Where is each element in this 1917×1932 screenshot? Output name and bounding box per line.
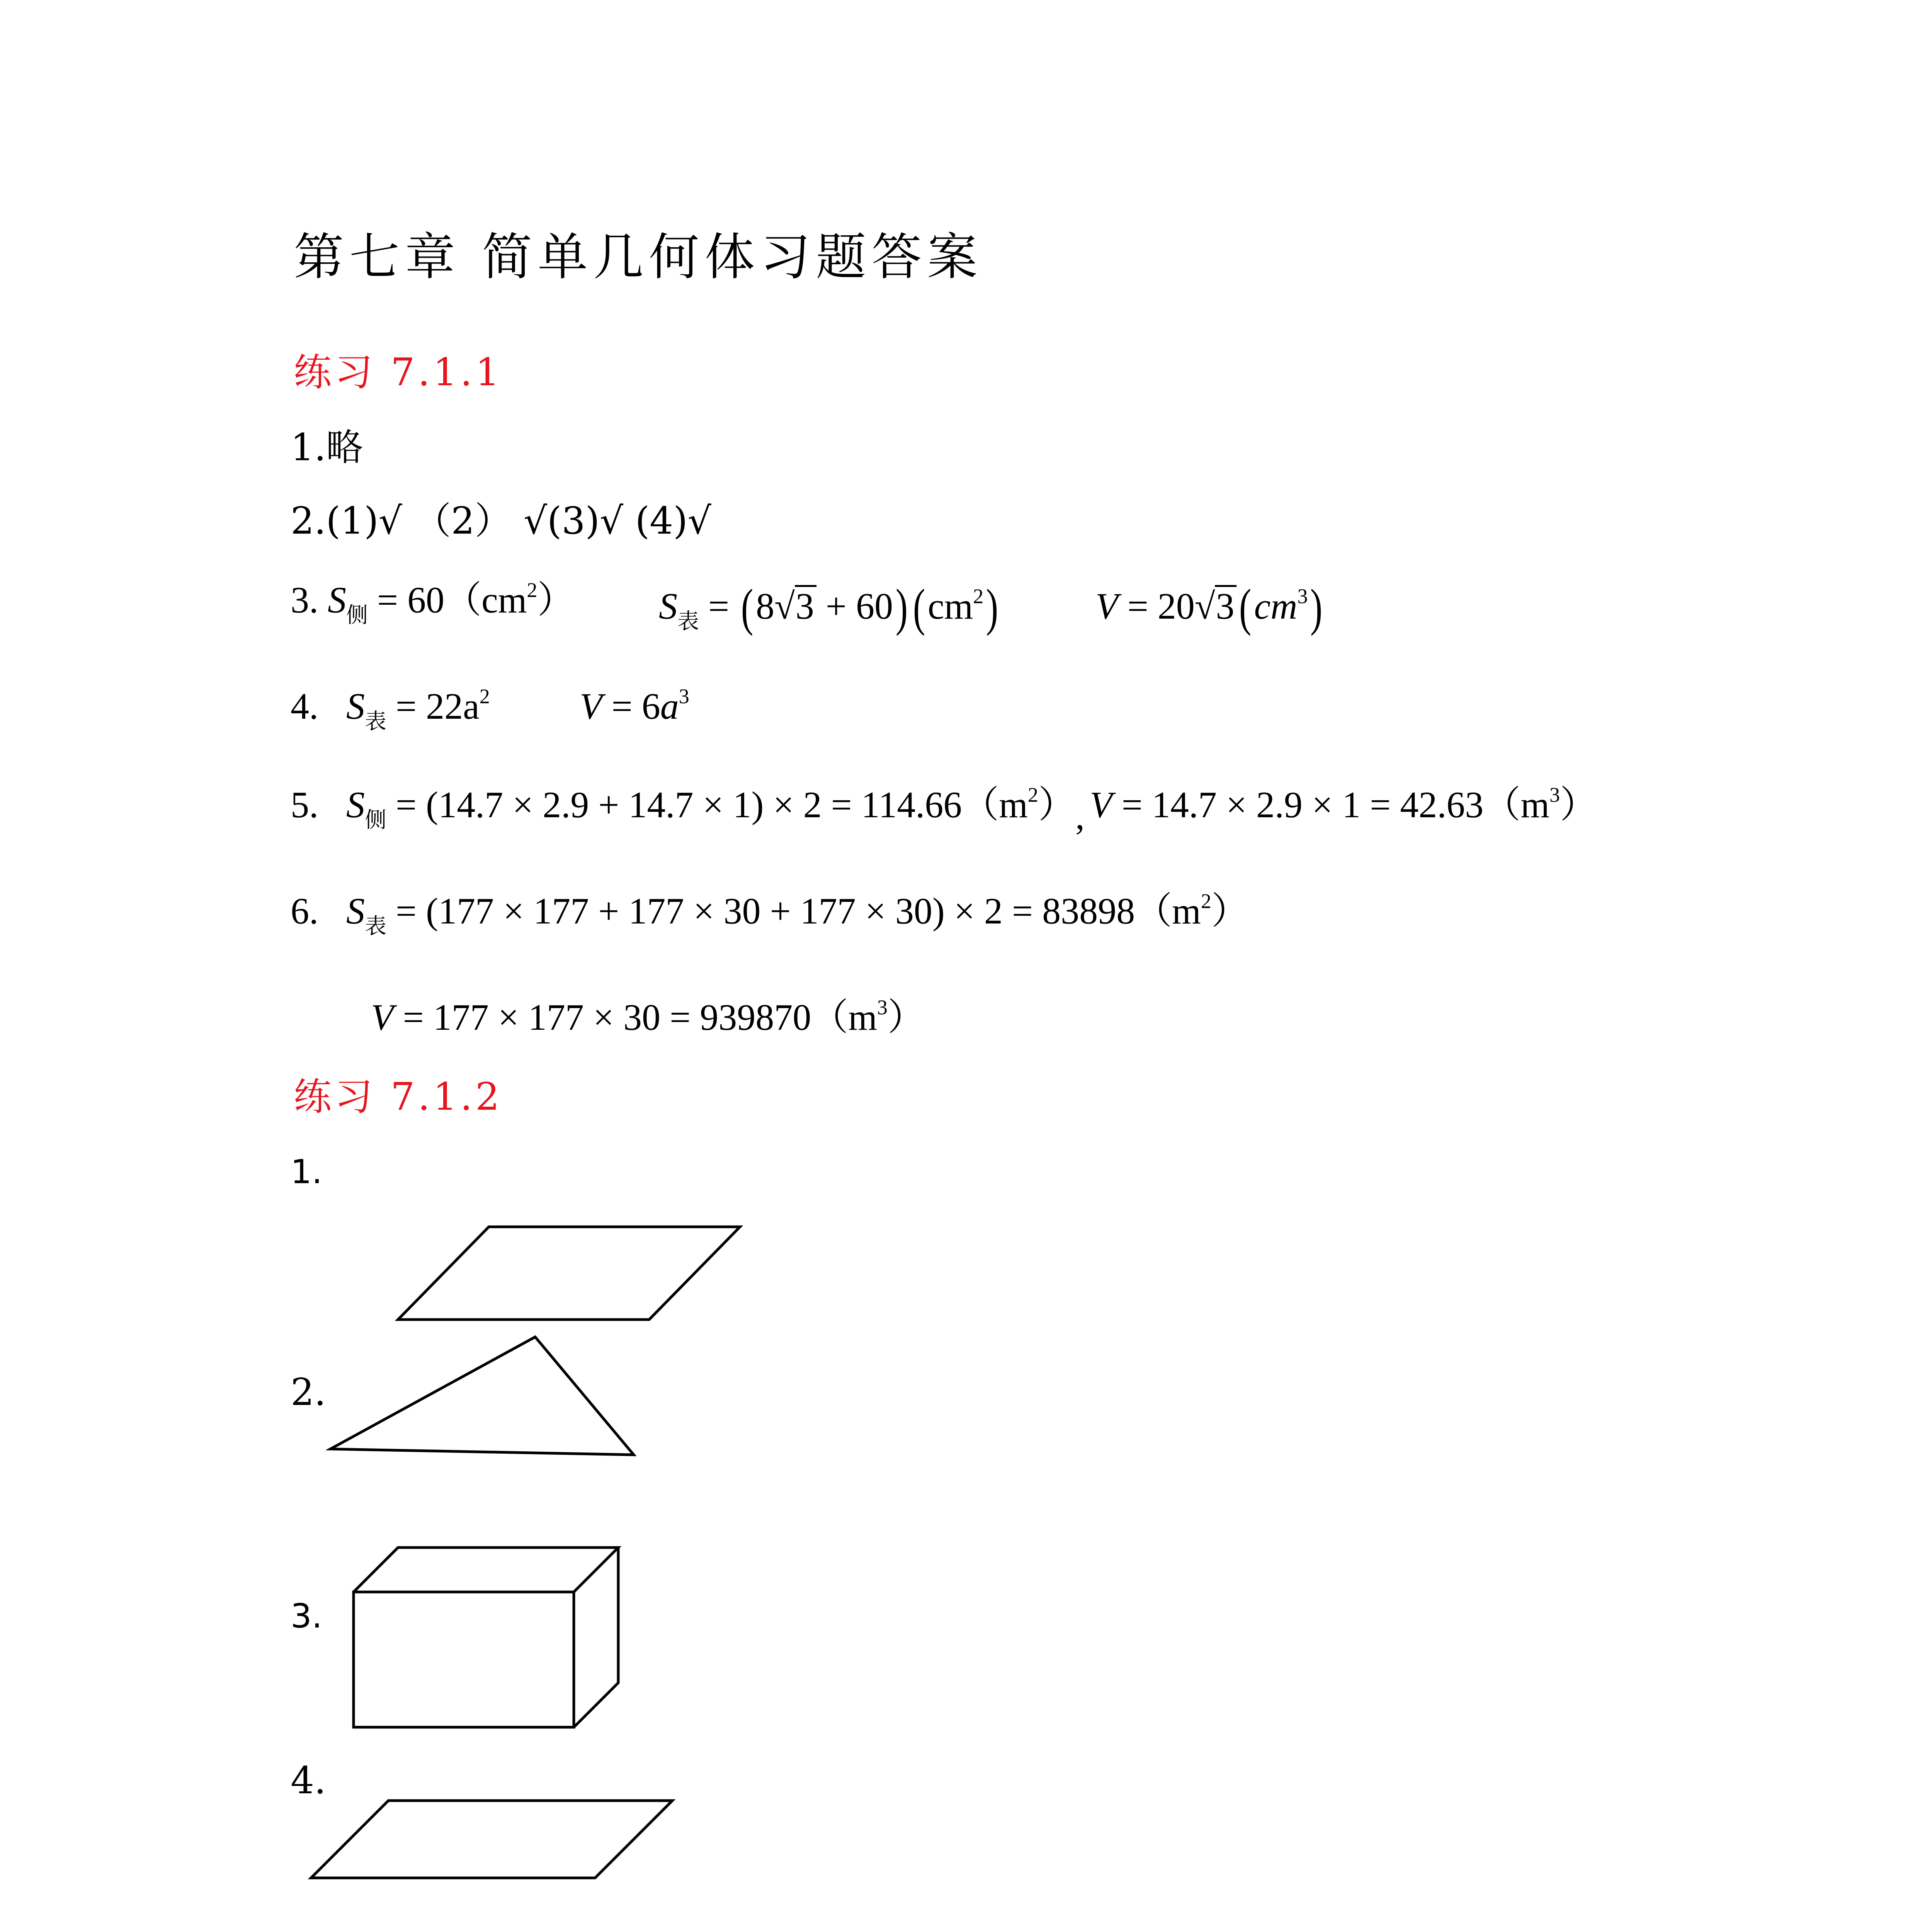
section-heading-7-1-2: 练习 7.1.2 <box>294 1075 503 1119</box>
question-number: 4. <box>291 685 318 727</box>
parallelogram-figure-1 <box>398 1227 740 1320</box>
exponent: 3 <box>877 996 888 1019</box>
subscript: 侧 <box>365 808 386 832</box>
unit: cm <box>927 585 973 627</box>
sqrt-symbol: √ <box>774 585 795 627</box>
exponent: 2 <box>1201 889 1211 913</box>
surface-area-value: = 22a <box>386 685 480 727</box>
surface-area-variable: S <box>346 685 365 727</box>
figure-label-1: 1. <box>291 1153 323 1191</box>
lateral-area-variable: S <box>328 579 346 621</box>
left-paren-glyph: ( <box>1239 579 1252 636</box>
sqrt-symbol: √ <box>1194 585 1215 627</box>
close-paren: ） <box>537 579 575 621</box>
exponent: 2 <box>479 685 490 708</box>
left-paren-glyph: ( <box>913 579 925 636</box>
figure-label-2: 2. <box>291 1371 326 1414</box>
exponent: 2 <box>1027 783 1038 806</box>
lateral-area-variable: S <box>346 784 365 825</box>
right-paren-glyph: ) <box>895 579 908 636</box>
triangle-figure-2 <box>330 1337 634 1455</box>
volume-value: = 177 × 177 × 30 = 939870（m <box>393 997 877 1038</box>
question-number: 5. <box>291 784 318 825</box>
addend: + 60 <box>816 585 893 627</box>
volume-variable: V <box>1095 585 1118 627</box>
unit: cm <box>1254 585 1298 627</box>
close-paren: ） <box>1560 784 1597 825</box>
close-paren: ） <box>887 997 925 1038</box>
s1-answer-2: 2.(1)√ （2） √(3)√ (4)√ <box>291 499 711 543</box>
surface-area-variable: S <box>346 890 365 932</box>
surface-area-value: = (177 × 177 + 177 × 30 + 177 × 30) × 2 = 83898（m <box>386 890 1201 932</box>
exponent: 3 <box>1549 783 1560 806</box>
right-paren-glyph: ) <box>1310 579 1323 636</box>
radicand: 3 <box>1215 585 1237 624</box>
parallelogram-figure-4 <box>311 1801 672 1878</box>
volume-coefficient: = 20 <box>1118 585 1195 627</box>
s1-answer-1: 1.略 <box>291 426 363 469</box>
volume-value: = 6 <box>602 685 660 727</box>
subscript: 表 <box>677 610 699 634</box>
right-paren-glyph: ) <box>986 579 998 636</box>
volume-variable: V <box>1090 784 1112 825</box>
section-heading-7-1-1: 练习 7.1.1 <box>294 350 503 395</box>
figure-label-4: 4. <box>291 1759 326 1802</box>
question-number: 3. <box>291 579 318 621</box>
equals: = <box>699 585 739 627</box>
subscript: 侧 <box>346 604 368 628</box>
figure-label-3: 3. <box>291 1597 323 1636</box>
close-paren: ） <box>1211 890 1249 932</box>
subscript: 表 <box>365 710 386 734</box>
volume-value: = 14.7 × 2.9 × 1 = 42.63（m <box>1112 784 1550 825</box>
surface-area-variable: S <box>659 585 677 627</box>
page-title: 第七章 简单几何体习题答案 <box>294 228 983 286</box>
lateral-area-value: = 60（cm <box>368 579 527 621</box>
radicand: 3 <box>795 585 816 624</box>
subscript: 表 <box>365 915 386 939</box>
cuboid-figure-3 <box>354 1548 618 1727</box>
exponent: 3 <box>1297 585 1308 608</box>
comma: , <box>1075 796 1085 837</box>
exponent: 2 <box>527 578 538 602</box>
left-paren-glyph: ( <box>741 579 754 636</box>
variable-a: a <box>660 685 679 727</box>
lateral-area-value: = (14.7 × 2.9 + 14.7 × 1) × 2 = 114.66（m <box>386 784 1028 825</box>
question-number: 6. <box>291 890 318 932</box>
volume-variable: V <box>580 685 602 727</box>
exponent: 3 <box>679 685 689 708</box>
exponent: 2 <box>973 585 984 608</box>
coefficient: 8 <box>756 585 775 627</box>
close-paren: ） <box>1038 784 1075 825</box>
volume-variable: V <box>371 997 394 1038</box>
